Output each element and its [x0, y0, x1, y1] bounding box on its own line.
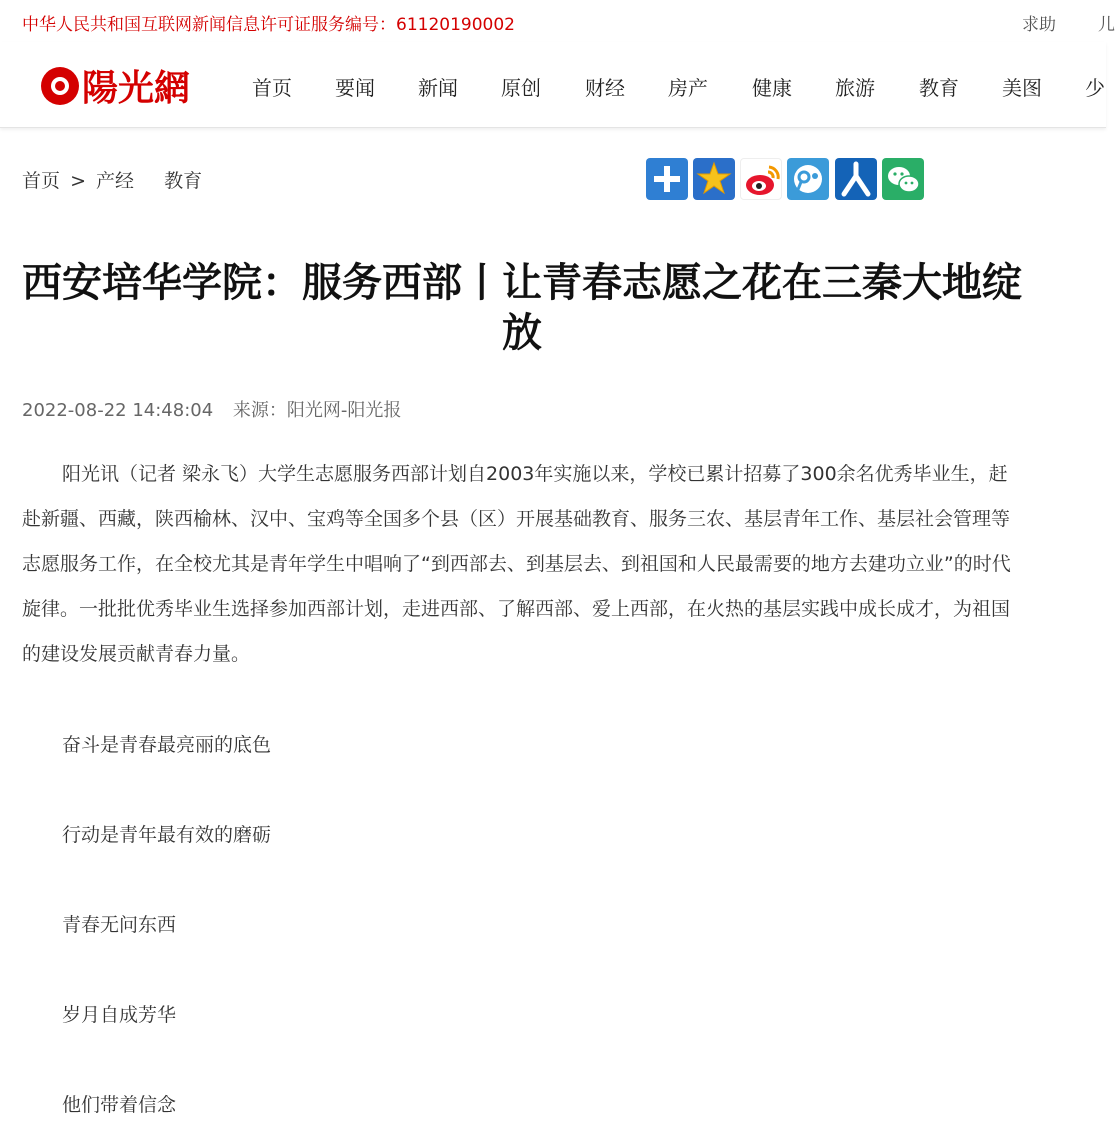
article-source: 来源：阳光网-阳光报 — [232, 400, 402, 421]
help-link[interactable]: 求助 — [1022, 15, 1056, 35]
qzone-star-icon — [693, 158, 735, 200]
nav-travel[interactable]: 旅游 — [835, 76, 875, 100]
logo-sun-icon — [38, 60, 218, 112]
article-line: 奋斗是青春最亮丽的底色 — [62, 734, 272, 756]
top-bar — [0, 0, 1115, 42]
renren-icon — [835, 158, 877, 200]
share-plus-button[interactable] — [646, 158, 688, 200]
wechat-icon — [882, 158, 924, 200]
nav-news[interactable]: 新闻 — [418, 76, 458, 100]
breadcrumb-section[interactable]: 产经 — [96, 170, 135, 192]
article-datetime: 2022-08-22 14:48:04 — [22, 400, 214, 421]
help-extra-link[interactable]: 儿 — [1098, 15, 1115, 35]
share-renren-button[interactable] — [835, 158, 877, 200]
weibo-icon — [741, 159, 783, 201]
nav-education[interactable]: 教育 — [919, 76, 959, 100]
nav-home[interactable]: 首页 — [252, 76, 292, 100]
share-tencent-button[interactable] — [787, 158, 829, 200]
article-meta — [22, 396, 401, 422]
tencent-weibo-icon — [787, 158, 829, 200]
article-line: 行动是青年最有效的磨砺 — [62, 824, 272, 846]
nav-health[interactable]: 健康 — [752, 76, 792, 100]
nav-finance[interactable]: 财经 — [585, 76, 625, 100]
article-title: 西安培华学院：服务西部丨让青春志愿之花在三秦大地绽放 — [22, 260, 1022, 356]
nav-youth[interactable]: 少 — [1085, 76, 1105, 100]
site-logo[interactable] — [38, 60, 218, 112]
article-line: 岁月自成芳华 — [62, 1004, 177, 1026]
breadcrumb — [22, 166, 202, 193]
nav-headlines[interactable]: 要闻 — [335, 76, 375, 100]
main-navbar — [0, 42, 1106, 128]
breadcrumb-separator: > — [70, 170, 86, 192]
breadcrumb-sub[interactable]: 教育 — [164, 170, 203, 192]
logo-text: 陽光網 — [82, 67, 191, 109]
article-line: 他们带着信念 — [62, 1094, 177, 1116]
share-weibo-button[interactable] — [740, 158, 782, 200]
article-lead-paragraph: 阳光讯（记者 梁永飞）大学生志愿服务西部计划自2003年实施以来，学校已累计招募了300余名优秀毕业生，赶赴新疆、西藏，陕西榆林、汉中、宝鸡等全国多个县（区）开展基础教育、服务三农、基层青年工作、基层社会管理等志愿服务工作，在全校尤其是青年学生中唱响了“到西部去、到基层去、到祖国和人民最需要的地方去建功立业”的时代旋律。一批批优秀毕业生选择参加西部计划，走进西部、了解西部、爱上西部，在火热的基层实践中成长成才，为祖国的建设发展贡献青春力量。 — [22, 463, 1011, 665]
nav-original[interactable]: 原创 — [501, 76, 541, 100]
license-text: 中华人民共和国互联网新闻信息许可证服务编号：61120190002 — [22, 15, 515, 35]
share-wechat-button[interactable] — [882, 158, 924, 200]
breadcrumb-home[interactable]: 首页 — [22, 170, 61, 192]
plus-share-icon — [646, 158, 688, 200]
nav-photos[interactable]: 美图 — [1002, 76, 1042, 100]
article-line: 青春无问东西 — [62, 914, 177, 936]
nav-realestate[interactable]: 房产 — [668, 76, 708, 100]
share-qzone-button[interactable] — [693, 158, 735, 200]
